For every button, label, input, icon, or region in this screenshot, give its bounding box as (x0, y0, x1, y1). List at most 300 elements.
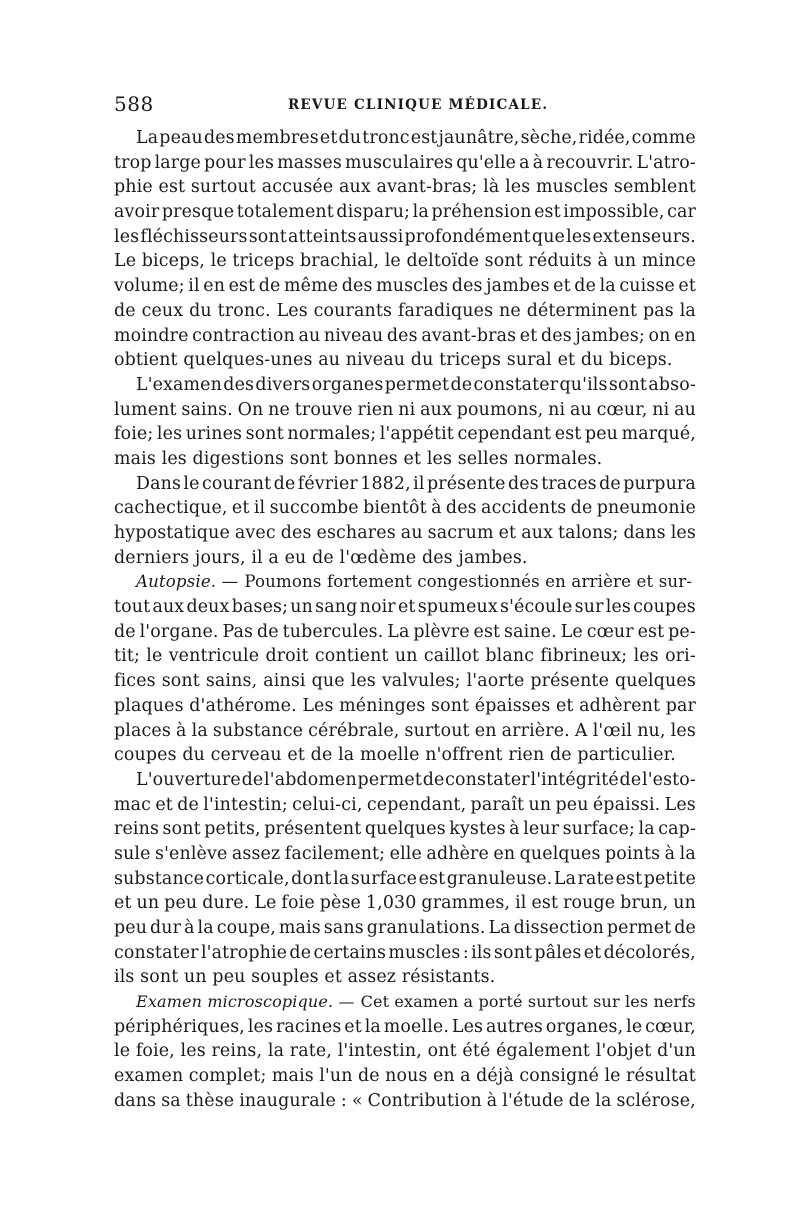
word: de (114, 300, 136, 321)
word: sont (245, 424, 284, 445)
word: des (386, 325, 418, 346)
word: rien (357, 399, 394, 420)
text-line (114, 175, 696, 200)
word: cachectique, (114, 498, 228, 519)
word: les (248, 152, 275, 173)
word: cependant, (366, 794, 467, 815)
word: de (258, 276, 281, 297)
word: le (146, 646, 163, 667)
word: droit (265, 646, 309, 667)
word: sont (161, 671, 200, 692)
word: celui-ci, (292, 794, 363, 815)
word: à (532, 152, 544, 173)
word: Le (114, 251, 137, 272)
word: foie; (114, 424, 154, 445)
text-line (114, 891, 696, 916)
word: permet (606, 918, 672, 938)
word: valvules; (381, 671, 461, 692)
word: les (247, 1016, 274, 1037)
word: l'organe. (139, 621, 219, 642)
text-line (114, 126, 696, 151)
text-line (114, 817, 696, 842)
word: constater (114, 942, 199, 963)
word: blanc (485, 646, 535, 667)
word: été (462, 1041, 491, 1062)
word: corticale, (205, 868, 290, 889)
word: à (176, 720, 187, 741)
word: sule (114, 843, 151, 864)
word: niveau (323, 325, 384, 346)
word: surface (350, 868, 418, 889)
word: qu'ils (559, 374, 608, 395)
word: au (569, 399, 592, 420)
word: L'examen (136, 374, 222, 395)
word: la (595, 1090, 612, 1111)
word: rouge (563, 893, 616, 914)
word: s'enlève (155, 843, 228, 864)
word: reins, (211, 1041, 263, 1062)
word: le (604, 1066, 621, 1087)
word: aux (420, 399, 452, 420)
word: la (599, 276, 616, 297)
word: la (679, 843, 696, 864)
word: au (674, 399, 696, 420)
word: leur (523, 819, 560, 840)
word: les (605, 597, 631, 618)
text-line (114, 225, 696, 250)
word: avec (234, 523, 276, 543)
word: racines (275, 1016, 342, 1037)
word: déjà (476, 1066, 514, 1087)
word: en (203, 276, 226, 297)
word: la (679, 300, 696, 321)
word: disparu; (336, 202, 411, 223)
word: tubercules. (282, 621, 384, 642)
word: l'intestin, (337, 1041, 422, 1062)
text-line (114, 324, 696, 349)
word: déterminent (526, 300, 638, 321)
text-line (114, 299, 696, 324)
word: purpura (623, 473, 696, 494)
word: et (344, 1016, 362, 1037)
word: plèvre (413, 621, 470, 642)
word: complet; (188, 1066, 267, 1087)
word: en (674, 325, 696, 346)
word: sont (431, 695, 470, 716)
word: On (237, 399, 264, 420)
text-line (114, 842, 696, 867)
word: Les (276, 300, 308, 321)
word: que (531, 226, 565, 247)
text-line (114, 768, 696, 793)
word: il (188, 276, 200, 297)
word: sur (574, 597, 604, 618)
text-line (114, 496, 696, 521)
word: reins (114, 819, 160, 840)
running-head (114, 92, 696, 118)
word: divers (255, 374, 311, 395)
word: cap- (658, 819, 696, 840)
word: et (114, 893, 132, 914)
text-line (114, 274, 696, 299)
word: Les (451, 1016, 484, 1037)
word: les (670, 523, 696, 543)
word: deux (186, 597, 230, 618)
word: peau (159, 128, 203, 148)
word: sont (493, 942, 533, 963)
word: de (570, 498, 593, 519)
word: même (284, 276, 339, 297)
word: la (197, 918, 214, 938)
word: La (553, 868, 577, 889)
word: en (493, 843, 516, 864)
word: la (412, 202, 429, 223)
word: est (158, 177, 186, 198)
word: et (155, 794, 173, 815)
word: de (450, 374, 473, 395)
text-line (114, 793, 696, 818)
section-lead-autopsie: Autopsie. — (136, 572, 239, 592)
word: tit; (114, 646, 140, 667)
word: cœur (586, 621, 634, 642)
word: inaugurale (239, 1090, 336, 1111)
paragraph-organs (114, 373, 696, 472)
word: pas (642, 300, 674, 321)
word: des (341, 276, 373, 297)
word: à (509, 819, 520, 840)
word: un (673, 893, 696, 914)
word: peu (555, 794, 589, 815)
word: également (496, 1041, 591, 1062)
word: peu (584, 424, 619, 445)
text-line (114, 941, 696, 966)
word: pneumonie (596, 498, 696, 519)
word: ridée, (578, 128, 631, 148)
paragraph-atrophy (114, 126, 696, 373)
word: jambes; (575, 325, 645, 346)
word: adhèrent (579, 695, 661, 716)
word: dans (623, 523, 666, 543)
text-line: coupes du cerveau et de la moelle n'offrent rien de particulier. (114, 745, 676, 766)
text-line (114, 1015, 696, 1040)
word: est (531, 893, 559, 914)
word: l'appétit (379, 424, 454, 445)
word: sont (608, 374, 648, 395)
word: La (387, 621, 410, 642)
word: la (333, 868, 350, 889)
word: aux (339, 177, 371, 198)
text-line (114, 595, 696, 620)
word: l'aorte (466, 671, 525, 692)
text-line (114, 521, 696, 546)
word: février (297, 473, 358, 494)
word: aussi (357, 226, 404, 247)
word: ainsi (263, 671, 306, 692)
word: marqué, (621, 424, 696, 445)
word: sclérose, (616, 1090, 696, 1111)
word: l'abdomen (264, 769, 357, 790)
word: substance (212, 720, 304, 741)
word: mais (278, 918, 321, 938)
word: foie (281, 893, 315, 914)
text-line (114, 422, 696, 447)
word: est (418, 868, 446, 889)
word: pâles (534, 942, 582, 963)
word: un (394, 646, 418, 667)
word: quelques (614, 671, 696, 692)
word: il (253, 498, 266, 519)
text-line (114, 151, 696, 176)
word: la (364, 1016, 381, 1037)
word: sont (248, 226, 287, 247)
word: saine. (504, 621, 557, 642)
word: facilement; (284, 843, 386, 864)
word: il (413, 473, 425, 494)
word: avant-bras (421, 325, 517, 346)
word: de (358, 1066, 380, 1087)
word: des (541, 325, 572, 346)
word: ori- (665, 646, 696, 667)
word: triceps (232, 251, 295, 272)
word: « (351, 1090, 363, 1111)
word: constater (445, 769, 530, 790)
word: l'esto- (642, 769, 696, 790)
word: que (311, 671, 345, 692)
word: lument (114, 399, 177, 420)
word: de (674, 918, 696, 938)
word: les (156, 424, 183, 445)
word: sans (323, 918, 364, 938)
word: surtout (190, 177, 256, 198)
word: est (637, 621, 665, 642)
word: Dans (136, 473, 182, 494)
word: de (422, 769, 445, 790)
word: il (515, 893, 527, 914)
word: tout (114, 597, 151, 618)
word: est (534, 202, 561, 223)
text-line (114, 472, 696, 497)
word: assez (231, 843, 281, 864)
word: jaunâtre, (438, 128, 520, 148)
word: coupes (633, 597, 696, 618)
word: granuleuse. (446, 868, 553, 889)
word: le (183, 473, 200, 494)
word: aux (152, 597, 185, 618)
section-lead-examen-microscopique: Examen microscopique. — (136, 992, 355, 1012)
word: quelques (364, 819, 446, 840)
word: est (554, 424, 582, 445)
word: L'ouverture (136, 769, 241, 790)
journal-title: REVUE CLINIQUE MÉDICALE. (288, 97, 549, 113)
word: moelle. (383, 1016, 450, 1037)
word: atteints (288, 226, 357, 247)
text-line: mais les digestions sont bonnes et les selles normales. (114, 448, 603, 469)
word: ceux (141, 300, 184, 321)
word: des (223, 374, 255, 395)
word: caillot (423, 646, 480, 667)
word: plaques (114, 695, 184, 716)
word: places (114, 720, 171, 741)
word: granulations. (366, 918, 486, 938)
word: La (488, 918, 511, 938)
word: sont (162, 819, 201, 840)
text-line (114, 669, 696, 694)
text-line (114, 200, 696, 225)
word: à (664, 843, 676, 864)
word: pour (204, 152, 246, 173)
text-line (114, 867, 696, 892)
word: présentent (264, 819, 362, 840)
word: coupe, (216, 918, 276, 938)
paragraph-february (114, 472, 696, 571)
word: de (114, 621, 136, 642)
word: courants (313, 300, 393, 321)
word: musculaires (344, 152, 454, 173)
word: autres (485, 1016, 543, 1037)
word: à (184, 918, 195, 938)
word: avant-bras; (376, 177, 478, 198)
word: des (508, 473, 539, 494)
word: l'un (319, 1066, 353, 1087)
word: et (553, 276, 571, 297)
word: phie (114, 177, 153, 198)
word: des (445, 498, 477, 519)
word: périphériques, (114, 1016, 245, 1037)
word: fibrineux; (540, 646, 628, 667)
word: et (319, 128, 338, 148)
word: des (203, 128, 235, 148)
word: Contribution (367, 1090, 482, 1111)
word: adhère (426, 843, 489, 864)
word: la (267, 1041, 285, 1062)
word: et (555, 695, 574, 716)
word: des (451, 276, 483, 297)
word: muscles (536, 177, 609, 198)
word: trop (114, 152, 152, 173)
word: l'atrophie (200, 942, 288, 963)
word: mais (271, 1066, 314, 1087)
word: fices (114, 671, 156, 692)
page-number: 588 (114, 92, 154, 116)
word: large (154, 152, 201, 173)
word: l'œil (592, 720, 633, 741)
text-line (114, 249, 696, 274)
word: et (519, 325, 538, 346)
word: grammes, (421, 893, 511, 914)
word: à (486, 1090, 498, 1111)
word: de (273, 473, 296, 494)
word: est (473, 621, 501, 642)
text-line (114, 990, 696, 1015)
word: Pas (222, 621, 254, 642)
word: s'écoule (500, 597, 573, 618)
word: avoir (114, 202, 160, 223)
word: un (136, 893, 160, 914)
word: substance (114, 868, 205, 889)
word: ne (499, 300, 521, 321)
word: cœur, (645, 1016, 696, 1037)
word: hypostatique (114, 523, 230, 543)
word: biceps, (141, 251, 206, 272)
word: là (483, 177, 500, 198)
word: du (189, 300, 212, 321)
word: L'atro- (636, 152, 696, 173)
word: muscles (376, 276, 449, 297)
word: sacrum (427, 523, 494, 543)
word: comme (631, 128, 696, 148)
word: peu (164, 893, 198, 914)
word: quelques (519, 843, 601, 864)
word: car (667, 202, 696, 223)
word: brachial, (300, 251, 380, 272)
word: au (298, 325, 321, 346)
word: rate, (289, 1041, 333, 1062)
word: on (648, 325, 671, 346)
word: est (615, 868, 643, 889)
word: faradiques (397, 300, 494, 321)
word: deltoïde (406, 251, 480, 272)
word: épaisses (474, 695, 551, 716)
word: pe- (668, 621, 696, 642)
word: préhension (431, 202, 532, 223)
word: par (665, 695, 696, 716)
paragraph-examen-microscopique (114, 990, 696, 1113)
word: dissection (513, 918, 604, 938)
word: muscles (388, 942, 461, 963)
word: tronc. (217, 300, 271, 321)
word: et (231, 498, 250, 519)
word: les (180, 1041, 206, 1062)
word: mince (641, 251, 696, 272)
word: sains, (205, 671, 258, 692)
word: spumeux (417, 597, 498, 618)
word: de (289, 942, 312, 963)
word: sont (484, 251, 523, 272)
word: à (431, 498, 442, 519)
word: constater (473, 374, 559, 395)
word: de (177, 794, 199, 815)
word: thèse (185, 1090, 235, 1111)
word: du (338, 128, 362, 148)
word: un (613, 251, 637, 272)
word: foie, (135, 1041, 175, 1062)
word: La (136, 128, 159, 148)
text-line (114, 620, 696, 645)
word: cuisse (619, 276, 675, 297)
word: nous (385, 1066, 428, 1087)
word: traces (541, 473, 597, 494)
word: est (410, 128, 438, 148)
word: et (678, 276, 696, 297)
text-fragment: Poumons fortement congestionnés en arrière et sur- (244, 572, 693, 592)
word: cœur, (596, 399, 648, 420)
word: l'intestin; (203, 794, 288, 815)
paragraph-autopsie (114, 570, 696, 768)
word: sains. (181, 399, 233, 420)
text-line (114, 694, 696, 719)
word: un (290, 597, 313, 618)
word: en (432, 1066, 455, 1087)
text-line (114, 373, 696, 398)
word: abso- (648, 374, 696, 395)
word: l'étude (502, 1090, 564, 1111)
word: consigné (519, 1066, 600, 1087)
word: cérébrale, (308, 720, 400, 741)
word: ni (548, 399, 566, 420)
word: les (633, 646, 659, 667)
word: dur (150, 918, 182, 938)
word: mac (114, 794, 152, 815)
